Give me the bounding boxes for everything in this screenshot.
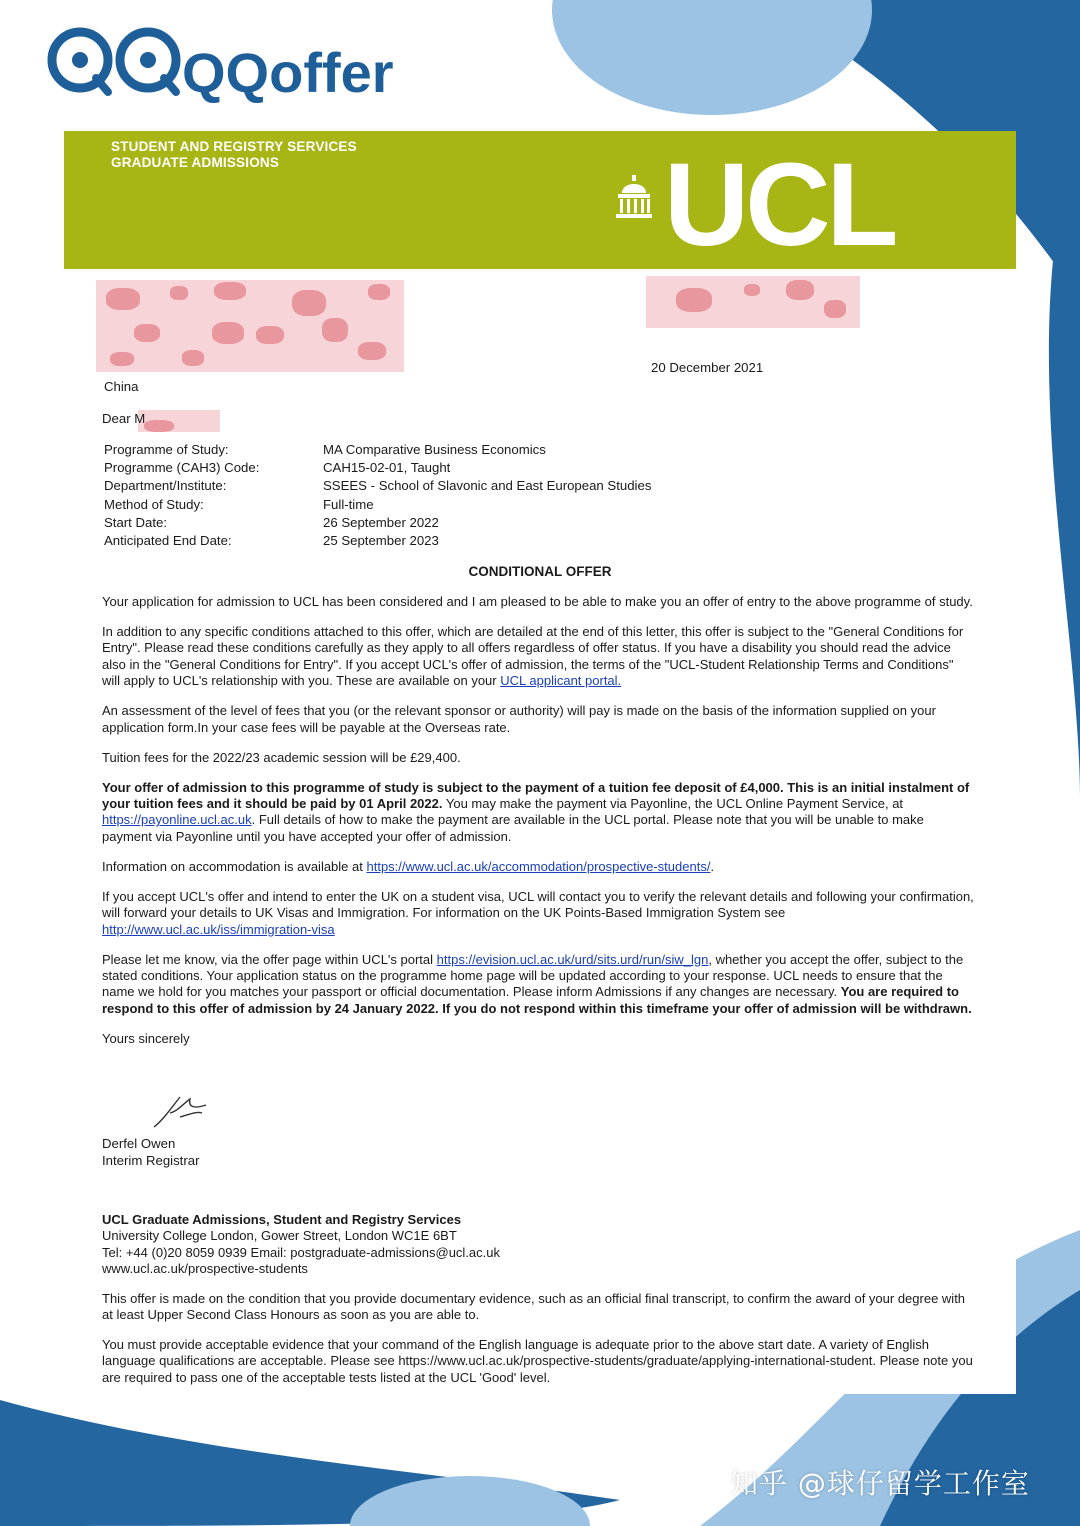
paragraph-fee-assessment: An assessment of the level of fees that you (or the relevant sponsor or authority) will pay is made on the basis of the information supplied on your application form.In your case fees will be payable at the Overseas rate. [102,703,936,735]
zhihu-watermark: 知乎 @球仔留学工作室 [730,1467,1030,1500]
paragraph-visa: If you accept UCL's offer and intend to enter the UK on a student visa, UCL will contact you to verify the relevant details and following your confirmation, will forward your details to UK Visas and Immigration. For information on the UK Points-Based Immigration System see http://www.ucl.ac.uk/iss/immigration-visa [102,888,974,937]
redacted-name [138,410,220,432]
qqoffer-logo [44,26,394,106]
condition-degree: This offer is made on the condition that you provide documentary evidence, such as an official final transcript, to confirm the award of your degree with at least Upper Second Class Honours as soon as you are able to. [102,1290,966,1323]
signer-title: Interim Registrar [102,1153,200,1168]
redacted-reference [646,276,860,328]
department-header: STUDENT AND REGISTRY SERVICES GRADUATE ADMISSIONS [111,139,357,170]
address-country: China [104,379,139,394]
redacted-address [96,280,404,372]
signer-name: Derfel Owen [102,1136,176,1151]
paragraph-conditions: In addition to any specific conditions attached to this offer, which are detailed at the end of this letter, this offer is subject to the "General Conditions for Entry". Please read these conditions carefully as they apply to all offers regardless of offer status. If you have a disability you should read the advice also in the "General Conditions for Entry". If you accept UCL's offer of admission, the terms of the "UCL-Student Relationship Terms and Conditions" will apply to UCL's relationship with you. These are available on your UCL applicant portal. [102,624,964,689]
evision-link[interactable]: https://evision.ucl.ac.uk/urd/sits.urd/run/siw_lgn [436,951,709,967]
paragraph-deposit: Your offer of admission to this programme of study is subject to the payment of a tuition fee deposit of £4,000. This is an initial instalment of your tuition fees and it should be paid by 01 April 2022. You may make the payment via Payonline, the UCL Online Payment Service, at https://payonline.ucl.ac.uk. Full details of how to make the payment are available in the UCL portal. Please note that you will be unable to make payment via Payonline until you have accepted your offer of admission. [102,779,970,844]
ucl-banner [64,131,1016,269]
paragraph-tuition: Tuition fees for the 2022/23 academic session will be £29,400. [102,749,461,765]
salutation: Dear M [102,411,146,426]
paragraph-intro: Your application for admission to UCL has been considered and I am pleased to be able to make you an offer of entry to the above programme of study. [102,594,973,609]
paragraph-accommodation: Information on accommodation is available at https://www.ucl.ac.uk/accommodation/prospective-students/. [102,858,715,874]
immigration-link[interactable]: http://www.ucl.ac.uk/iss/immigration-visa [102,921,335,937]
accommodation-link[interactable]: https://www.ucl.ac.uk/accommodation/prospective-students/ [366,858,711,874]
signature [150,1093,210,1131]
footer-contact: Tel: +44 (0)20 8059 0939 Email: postgraduate-admissions@ucl.ac.uk [102,1244,501,1260]
footer-address: University College London, Gower Street, London WC1E 6BT [102,1228,457,1244]
ucl-portico-icon [614,175,654,221]
closing: Yours sincerely [102,1030,190,1046]
applicant-portal-link[interactable]: UCL applicant portal. [500,673,622,689]
letter-date: 20 December 2021 [651,360,764,375]
ucl-wordmark: UCL [664,139,895,271]
condition-english: You must provide acceptable evidence that your command of the English language is adequate prior to the above start date. A variety of English language qualifications are acceptable. Please see https://www.ucl.ac.uk/prospective-students/graduate/applying-international-student. Please note you are required to pass one of the acceptable tests listed at the UCL 'Good' level. [102,1337,973,1385]
offer-heading: CONDITIONAL OFFER [468,564,612,579]
paragraph-response: Please let me know, via the offer page within UCL's portal https://evision.ucl.ac.uk/urd/sits.urd/run/siw_lgn, whether you accept the offer, subject to the stated conditions. Your application status on the programme home page will be updated according to your response. UCL needs to ensure that the name we hold for you matches your passport or official documentation. Please inform Admissions if any changes are necessary. You are required to respond to this offer of admission by 24 January 2022. If you do not respond within this timeframe your offer of admission will be withdrawn. [102,951,972,1016]
letter-footer [102,1212,974,1400]
letter-body [102,594,974,1061]
payonline-link[interactable]: https://payonline.ucl.ac.uk [102,812,252,828]
svg-text:QQoffer: QQoffer [182,41,394,104]
footer-org: UCL Graduate Admissions, Student and Registry Services [102,1212,462,1227]
offer-letter: STUDENT AND REGISTRY SERVICES GRADUATE ADMISSIONS UCL 20 December 2021 China Dear M Programme of Study: MA Comparative Business Economics Programme (CAH3) Code: CAH15-02-01, Taught Department/Institute: SSEES - School of Slavonic and East European Studies Method of Study: Full-time Start Date: 26 September 2022 Anticipated End Date: 25 September 2023 CONDITIONAL OFFER Your application for admission to UCL has been considered and I am pleased to be able to make you an offer of entry to the above programme of study. In addition to any specific conditions attached to this offer, which are detailed at the end of this letter, this offer is subject to the "General Conditions for Entry". Please read these conditions carefully as they apply to all offers regardless of offer status. If you have a disability you should read the advice also in the "General Conditions for Entry". If you accept UCL's offer of admission, the terms of the "UCL-Student Relationship Terms and Conditions" will apply to UCL's relationship with you. These are available on your UCL applicant portal. An assessment of the level of fees that you (or the relevant sponsor or authority) will pay is made on the basis of the information supplied on your application form.In your case fees will be payable at the Overseas rate. Tuition fees for the 2022/23 academic session will be £29,400. Your offer of admission to this programme of study is subject to the payment of a tuition fee deposit of £4,000. This is an initial instalment of your tuition fees and it should be paid by 01 April 2022. You may make the payment via Payonline, the UCL Online Payment Service, at https://payonline.ucl.ac.uk. Full details of how to make the payment are available in the UCL portal. Please note that you will be unable to make payment via Payonline until you have accepted your offer of admission. Information on accommodation is available at https://www.ucl.ac.uk/accommodation/prospective-students/. If you accept UCL's offer and intend to enter the UK on a student visa, UCL will contact you to verify the relevant details and following your confirmation, will forward your details to UK Visas and Immigration. For information on the UK Points-Based Immigration System see http://www.ucl.ac.uk/iss/immigration-visa Please let me know, via the offer page within UCL's portal https://evision.ucl.ac.uk/urd/sits.urd/run/siw_lgn, whether you accept the offer, subject to the stated conditions. Your application status on the programme home page will be updated according to your response. UCL needs to ensure that the name we hold for you matches your passport or official documentation. Please inform Admissions if any changes are necessary. You are required to respond to this offer of admission by 24 January 2022. If you do not respond within this timeframe your offer of admission will be withdrawn. Yours sincerely Derfel Owen Interim Registrar UCL Graduate Admissions, Student and Registry Services University College London, Gower Street, London WC1E 6BT Tel: +44 (0)20 8059 0939 Email: postgraduate-admissions@ucl.ac.uk www.ucl.ac.uk/prospective-students This offer is made on the condition that you provide documentary evidence, such as an official final transcript, to confirm the award of your degree with at least Upper Second Class Honours as soon as you are able to. You must provide acceptable evidence that your command of the English language is adequate prior to the above start date. A variety of English language qualifications are acceptable. Please see https://www.ucl.ac.uk/prospective-students/graduate/applying-international-student. Please note you are required to pass one of the acceptable tests listed at the UCL 'Good' level. [64,131,1016,1394]
footer-website: www.ucl.ac.uk/prospective-students [102,1261,308,1277]
